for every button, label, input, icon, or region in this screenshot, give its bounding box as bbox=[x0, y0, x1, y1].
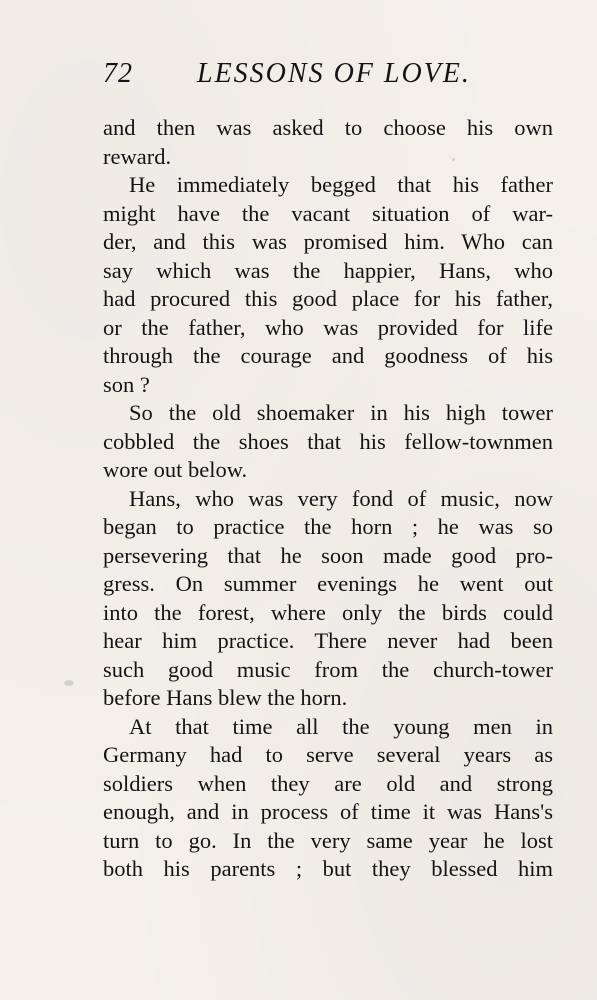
text-line: cobbled the shoes that his fellow-townmen bbox=[103, 428, 553, 454]
running-head bbox=[103, 58, 553, 94]
text-line: gress. On summer evenings he went out bbox=[103, 571, 553, 596]
text-line: might have the vacant situation of war- bbox=[103, 200, 553, 226]
text-line: He immediately begged that his father bbox=[129, 172, 553, 197]
text-line: through the courage and goodness of his bbox=[103, 343, 553, 368]
text-line: hear him practice. There never had been bbox=[103, 628, 553, 653]
text-line: At that time all the young men in bbox=[129, 713, 553, 739]
paper-speck bbox=[64, 680, 74, 686]
text-line: or the father, who was provided for life bbox=[103, 314, 553, 340]
text-line: Germany had to serve several years as bbox=[103, 742, 553, 767]
text-line: both his parents ; but they blessed him bbox=[103, 856, 553, 881]
text-line: reward. bbox=[103, 143, 172, 169]
paper-speck bbox=[530, 612, 534, 616]
text-line: soldiers when they are old and strong bbox=[103, 770, 553, 796]
paper-speck bbox=[452, 158, 455, 161]
text-line: say which was the happier, Hans, who bbox=[103, 257, 553, 283]
text-line: turn to go. In the very same year he lost bbox=[103, 827, 553, 853]
text-line: Hans, who was very fond of music, now bbox=[129, 485, 553, 511]
text-line: So the old shoemaker in his high tower bbox=[129, 400, 553, 425]
body-text bbox=[103, 114, 553, 884]
text-line: and then was asked to choose his own bbox=[103, 115, 553, 140]
text-line: into the forest, where only the birds could bbox=[103, 599, 553, 625]
text-line: before Hans blew the horn. bbox=[103, 685, 348, 710]
text-line: der, and this was promised him. Who can bbox=[103, 229, 553, 254]
text-line: wore out below. bbox=[103, 457, 248, 482]
text-line: enough, and in process of time it was Hans's bbox=[103, 799, 553, 824]
running-title: LESSONS OF LOVE. bbox=[197, 58, 471, 89]
text-line: son ? bbox=[103, 371, 150, 397]
text-line: had procured this good place for his father, bbox=[103, 286, 553, 311]
text-line: such good music from the church-tower bbox=[103, 656, 553, 682]
text-line: persevering that he soon made good pro- bbox=[103, 542, 553, 568]
text-line: began to practice the horn ; he was so bbox=[103, 514, 553, 539]
page-number: 72 bbox=[103, 58, 133, 89]
